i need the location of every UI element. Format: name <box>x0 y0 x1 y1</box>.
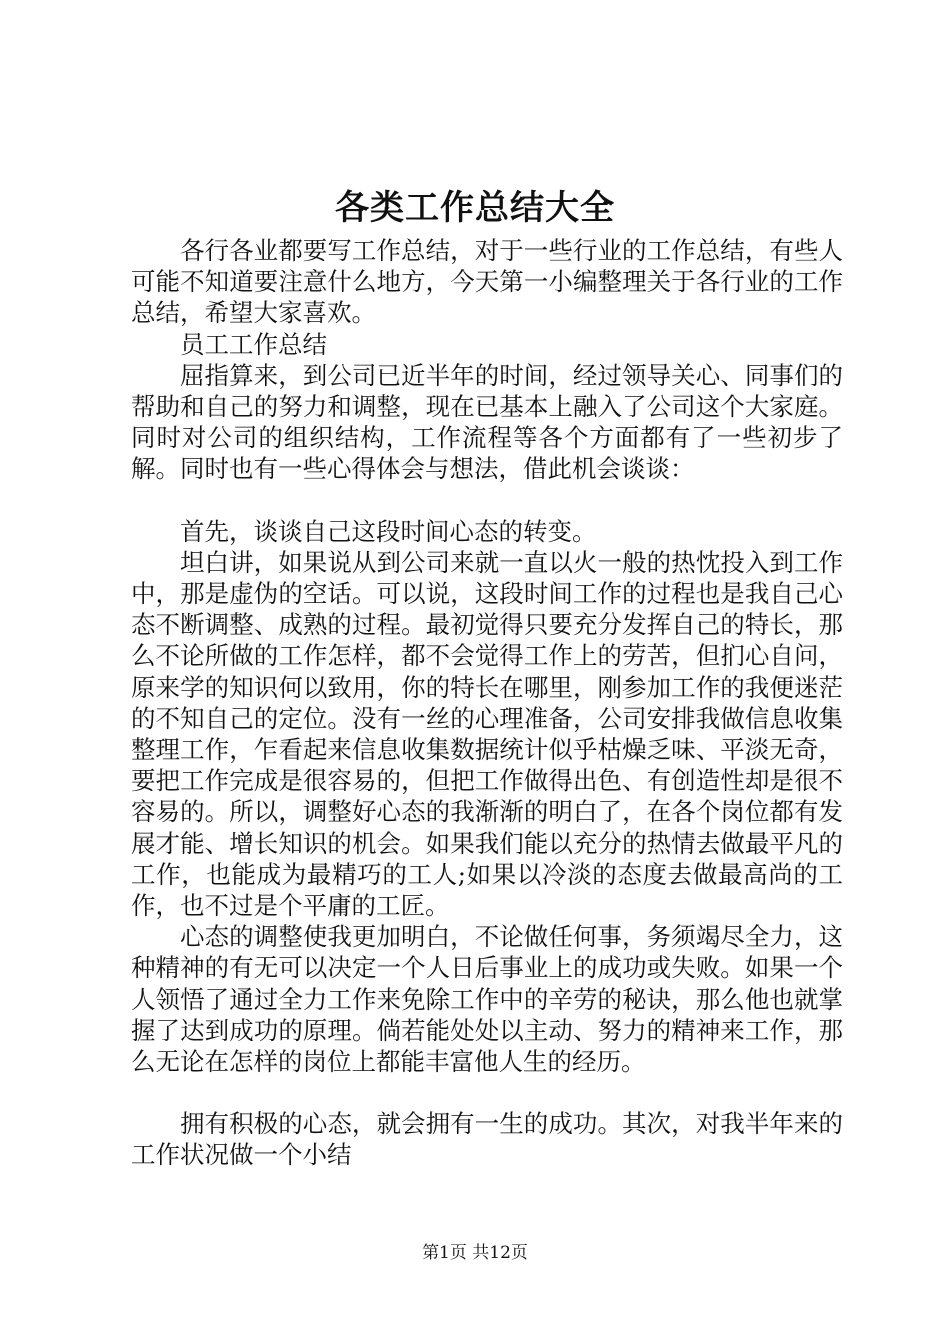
page-number: 第1页 共12页 <box>422 1243 528 1263</box>
document-body <box>131 235 843 1171</box>
intro-paragraph: 各行各业都要写工作总结，对于一些行业的工作总结，有些人可能不知道要注意什么地方，今天第一小编整理关于各行业的工作总结，希望大家喜欢。 <box>131 236 843 328</box>
body-paragraph: 坦白讲，如果说从到公司来就一直以火一般的热忱投入到工作中，那是虚伪的空话。可以说，这段时间工作的过程也是我自己心态不断调整、成熟的过程。最初觉得只要充分发挥自己的特长，那么不论所做的工作怎样，都不会觉得工作上的劳苦，但扪心自问，原来学的知识何以致用，你的特长在哪里，刚参加工作的我便迷茫的不知自己的定位。没有一丝的心理准备，公司安排我做信息收集整理工作，乍看起来信息收集数据统计似乎枯燥乏味、平淡无奇，要把工作完成是很容易的，但把工作做得出色、有创造性却是很不容易的。所以，调整好心态的我渐渐的明白了，在各个岗位都有发展才能、增长知识的机会。如果我们能以充分的热情去做最平凡的工作，也能成为最精巧的工人;如果以冷淡的态度去做最高尚的工作，也不过是个平庸的工匠。 <box>131 547 843 921</box>
body-paragraph: 心态的调整使我更加明白，不论做任何事，务须竭尽全力，这种精神的有无可以决定一个人日后事业上的成功或失败。如果一个人领悟了通过全力工作来免除工作中的辛劳的秘诀，那么他也就掌握了达到成功的原理。倘若能处处以主动、努力的精神来工作，那么无论在怎样的岗位上都能丰富他人生的经历。 <box>131 922 843 1077</box>
section-heading: 员工工作总结 <box>180 329 327 359</box>
body-paragraph: 首先，谈谈自己这段时间心态的转变。 <box>180 516 597 546</box>
page-title: 各类工作总结大全 <box>335 188 615 228</box>
body-paragraph: 屈指算来，到公司已近半年的时间，经过领导关心、同事们的帮助和自己的努力和调整，现在已基本上融入了公司这个大家庭。同时对公司的组织结构，工作流程等各个方面都有了一些初步了解。同时也有一些心得体会与想法，借此机会谈谈： <box>131 360 843 484</box>
body-paragraph: 拥有积极的心态，就会拥有一生的成功。其次，对我半年来的工作状况做一个小结 <box>131 1109 843 1170</box>
